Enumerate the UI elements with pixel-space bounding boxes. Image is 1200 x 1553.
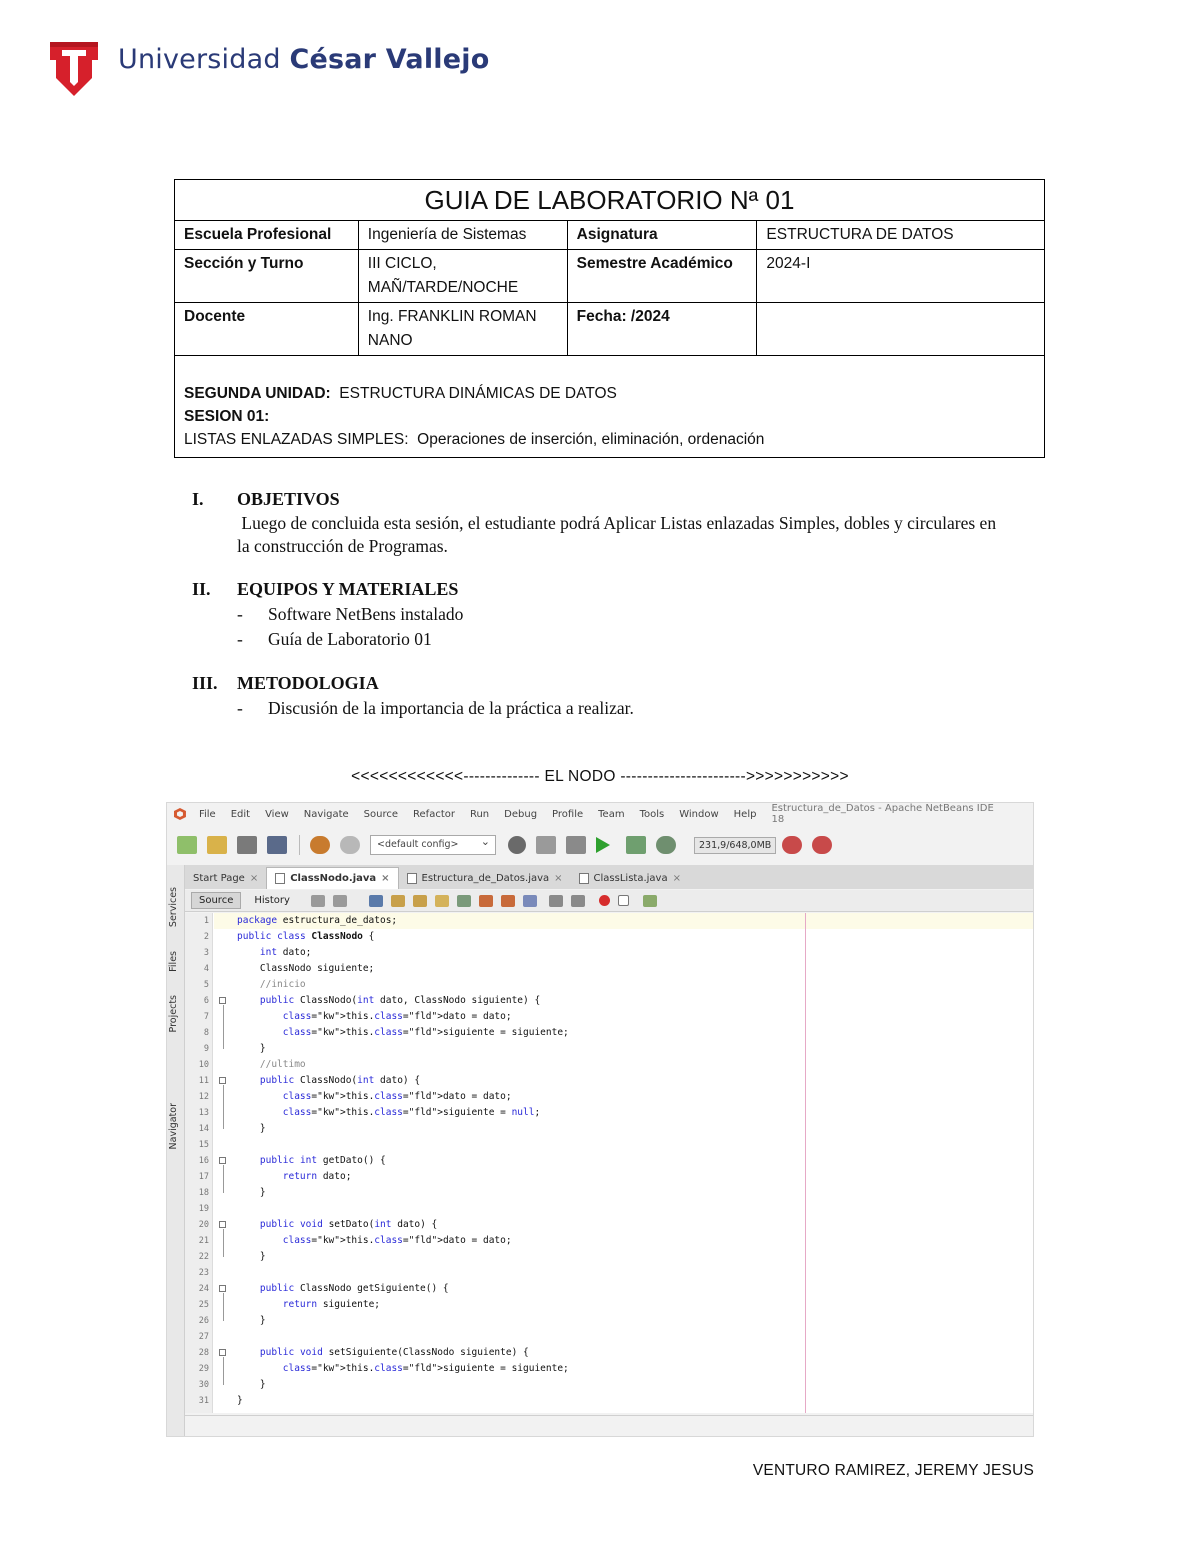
list-item-text: Guía de Laboratorio 01 xyxy=(268,629,432,649)
forward-icon[interactable] xyxy=(333,895,347,907)
university-name-regular: Universidad xyxy=(118,44,290,75)
window-title: Estructura_de_Datos - Apache NetBeans IDE 18 xyxy=(771,803,994,825)
close-icon[interactable]: × xyxy=(249,872,259,884)
line-number: 29 xyxy=(198,1364,209,1374)
ide-menubar xyxy=(167,803,1033,825)
code-line[interactable] xyxy=(185,945,1034,961)
shift-left-icon[interactable] xyxy=(457,895,471,907)
code-text: } xyxy=(237,1251,266,1262)
code-line[interactable] xyxy=(185,1329,1034,1345)
subtab-history[interactable]: History xyxy=(254,895,290,906)
line-number: 28 xyxy=(198,1348,209,1358)
config-combo[interactable]: <default config> ⌄ xyxy=(370,835,496,855)
line-number: 16 xyxy=(198,1156,209,1166)
menu-debug[interactable]: Debug xyxy=(504,808,538,820)
label-seccion: Sección y Turno xyxy=(175,250,359,303)
tab-label: Start Page xyxy=(193,872,245,884)
unit-label: SEGUNDA UNIDAD: xyxy=(184,385,331,402)
student-name: VENTURO RAMIREZ, JEREMY JESUS xyxy=(752,1462,1034,1479)
code-text: public ClassNodo(int dato, ClassNodo siguiente) { xyxy=(259,995,541,1006)
uncomment-icon[interactable] xyxy=(571,895,585,907)
lab-title: GUIA DE LABORATORIO Nª 01 xyxy=(175,180,1045,221)
code-line[interactable] xyxy=(185,1233,1034,1249)
bookmark-next-icon[interactable] xyxy=(501,895,515,907)
line-number: 27 xyxy=(198,1332,209,1342)
code-line[interactable] xyxy=(185,1393,1034,1409)
code-line[interactable] xyxy=(185,1105,1034,1121)
code-text: package estructura_de_datos; xyxy=(237,915,398,926)
editor-tabs xyxy=(185,865,1034,889)
toggle-highlight-icon[interactable] xyxy=(435,895,449,907)
code-line[interactable] xyxy=(185,1313,1034,1329)
section-title: EQUIPOS Y MATERIALES xyxy=(237,578,459,599)
code-text: class="kw">this.class="fld">dato = dato; xyxy=(282,1235,512,1246)
code-editor[interactable] xyxy=(185,913,1034,1413)
code-line[interactable] xyxy=(185,993,1034,1009)
menu-navigate[interactable]: Navigate xyxy=(303,808,349,820)
value-fecha xyxy=(757,303,1045,356)
section-number: I. xyxy=(192,488,204,509)
java-file-icon xyxy=(407,873,417,884)
session-topic: LISTAS ENLAZADAS SIMPLES: Operaciones de inserción, eliminación, ordenación xyxy=(184,431,765,448)
code-text: } xyxy=(237,1123,266,1134)
list-item-text: Software NetBens instalado xyxy=(268,604,464,624)
code-text: public class ClassNodo { xyxy=(237,931,375,942)
toolbar-separator xyxy=(299,835,300,855)
code-line[interactable] xyxy=(185,1185,1034,1201)
label-semestre: Semestre Académico xyxy=(567,250,757,303)
code-line[interactable] xyxy=(185,1025,1034,1041)
tab-classlista[interactable] xyxy=(571,867,689,889)
code-text: class="kw">this.class="fld">siguiente = siguiente; xyxy=(282,1363,569,1374)
ide-side-panel xyxy=(167,865,185,1437)
fold-toggle-icon[interactable] xyxy=(219,1349,226,1356)
menu-window[interactable]: Window xyxy=(679,808,719,820)
menu-edit[interactable]: Edit xyxy=(230,808,251,820)
code-text: int dato; xyxy=(259,947,312,958)
session-label: SESION 01: xyxy=(184,408,270,425)
new-project-icon[interactable] xyxy=(207,836,227,854)
find-prev-icon[interactable] xyxy=(391,895,405,907)
code-line[interactable] xyxy=(185,1361,1034,1377)
code-text: ClassNodo siguiente; xyxy=(237,963,375,974)
code-line[interactable] xyxy=(185,1073,1034,1089)
close-icon[interactable]: × xyxy=(554,872,563,884)
ide-toolbar xyxy=(167,829,1033,861)
code-text: //ultimo xyxy=(237,1059,306,1070)
netbeans-screenshot xyxy=(166,802,1034,1437)
java-file-icon xyxy=(275,873,285,884)
line-number: 20 xyxy=(198,1220,209,1230)
code-text: public void setSiguiente(ClassNodo siguiente) { xyxy=(259,1347,529,1358)
menu-help[interactable]: Help xyxy=(733,808,757,820)
label-asignatura: Asignatura xyxy=(567,221,757,250)
code-line[interactable] xyxy=(185,1041,1034,1057)
line-number: 15 xyxy=(198,1140,209,1150)
menu-run[interactable]: Run xyxy=(469,808,490,820)
university-name-bold: César Vallejo xyxy=(289,44,490,75)
unit-cell xyxy=(175,356,1045,458)
fold-guide xyxy=(223,1293,224,1321)
label-escuela: Escuela Profesional xyxy=(175,221,359,250)
globe-icon[interactable] xyxy=(508,836,526,854)
label-fecha: Fecha: /2024 xyxy=(567,303,757,356)
menu-team[interactable]: Team xyxy=(598,808,625,820)
code-text: class="kw">this.class="fld">siguiente = null; xyxy=(282,1107,541,1118)
run-icon[interactable] xyxy=(596,837,610,853)
record-macro-icon[interactable] xyxy=(599,895,610,906)
code-line[interactable] xyxy=(185,1297,1034,1313)
menu-file[interactable]: File xyxy=(198,808,216,820)
diff-icon[interactable] xyxy=(643,895,657,907)
lab-info-table xyxy=(174,179,1045,458)
line-number: 6 xyxy=(203,996,209,1006)
code-line[interactable] xyxy=(185,977,1034,993)
code-line[interactable] xyxy=(185,1169,1034,1185)
code-line[interactable] xyxy=(185,961,1034,977)
line-number: 14 xyxy=(198,1124,209,1134)
code-text: } xyxy=(237,1043,266,1054)
menu-view[interactable]: View xyxy=(265,808,289,820)
value-docente: Ing. FRANKLIN ROMAN NANO xyxy=(358,303,567,356)
find-next-icon[interactable] xyxy=(413,895,427,907)
line-number: 2 xyxy=(203,932,209,942)
undo-icon[interactable] xyxy=(310,836,330,854)
code-line[interactable] xyxy=(185,1281,1034,1297)
tab-estructura[interactable] xyxy=(399,867,571,889)
list-item-text: Discusión de la importancia de la práctica a realizar. xyxy=(268,698,634,718)
ide-statusbar xyxy=(185,1415,1034,1437)
university-name xyxy=(118,44,489,75)
code-text: public int getDato() { xyxy=(259,1155,386,1166)
fold-guide xyxy=(223,1085,224,1129)
java-file-icon xyxy=(579,873,589,884)
line-number: 17 xyxy=(198,1172,209,1182)
editor-subtoolbar xyxy=(185,890,1034,912)
line-number: 31 xyxy=(198,1396,209,1406)
tab-label: ClassNodo.java xyxy=(290,873,377,884)
code-line[interactable] xyxy=(185,1009,1034,1025)
menu-profile[interactable]: Profile xyxy=(552,808,584,820)
line-number: 13 xyxy=(198,1108,209,1118)
code-line[interactable] xyxy=(185,913,1034,929)
line-number: 7 xyxy=(203,1012,209,1022)
line-number: 9 xyxy=(203,1044,209,1054)
code-line[interactable] xyxy=(185,1377,1034,1393)
find-icon[interactable] xyxy=(369,895,383,907)
fold-toggle-icon[interactable] xyxy=(219,1077,226,1084)
line-number: 30 xyxy=(198,1380,209,1390)
fold-guide xyxy=(223,1357,224,1385)
bookmark-prev-icon[interactable] xyxy=(479,895,493,907)
profile-gc-icon[interactable] xyxy=(812,836,832,854)
code-text: } xyxy=(237,1379,266,1390)
code-text: } xyxy=(237,1395,243,1406)
content-sections xyxy=(192,486,1012,739)
code-text: //inicio xyxy=(237,979,306,990)
tab-label: ClassLista.java xyxy=(593,872,668,884)
code-line[interactable] xyxy=(185,1137,1034,1153)
tab-classnodo[interactable] xyxy=(266,867,398,889)
fold-guide xyxy=(223,1229,224,1257)
code-text: class="kw">this.class="fld">dato = dato; xyxy=(282,1091,512,1102)
menu-refactor[interactable]: Refactor xyxy=(413,808,455,820)
side-tab-projects[interactable]: Projects xyxy=(168,995,179,1033)
code-line[interactable] xyxy=(185,1057,1034,1073)
list-item: - Discusión de la importancia de la práctica a realizar. xyxy=(237,696,1012,721)
code-line[interactable] xyxy=(185,1089,1034,1105)
fold-toggle-icon[interactable] xyxy=(219,1221,226,1228)
save-all-icon[interactable] xyxy=(267,836,287,854)
code-text: public void setDato(int dato) { xyxy=(259,1219,438,1230)
side-tab-services[interactable]: Services xyxy=(168,887,179,928)
side-tab-files[interactable]: Files xyxy=(168,951,179,972)
redo-icon[interactable] xyxy=(340,836,360,854)
line-number: 19 xyxy=(198,1204,209,1214)
line-number: 1 xyxy=(203,916,209,926)
line-number: 8 xyxy=(203,1028,209,1038)
fold-toggle-icon[interactable] xyxy=(219,1157,226,1164)
section-equipos xyxy=(192,576,1012,652)
section-text: Luego de concluida esta sesión, el estudiante podrá Aplicar Listas enlazadas Simples, dobles y circulares en la construcción de Programas. xyxy=(237,513,1001,556)
value-asignatura: ESTRUCTURA DE DATOS xyxy=(757,221,1045,250)
section-title: METODOLOGIA xyxy=(237,672,379,693)
value-seccion: III CICLO, MAÑ/TARDE/NOCHE xyxy=(358,250,567,303)
line-number: 24 xyxy=(198,1284,209,1294)
fold-toggle-icon[interactable] xyxy=(219,997,226,1004)
line-number: 4 xyxy=(203,964,209,974)
clean-build-icon[interactable] xyxy=(566,836,586,854)
memory-indicator[interactable]: 231,9/648,0MB xyxy=(694,837,776,854)
line-number: 5 xyxy=(203,980,209,990)
side-tab-navigator[interactable]: Navigator xyxy=(168,1103,179,1150)
university-shield-logo xyxy=(48,38,100,100)
code-line[interactable] xyxy=(185,1121,1034,1137)
tab-label: Estructura_de_Datos.java xyxy=(421,872,550,884)
line-number: 18 xyxy=(198,1188,209,1198)
list-item: - Guía de Laboratorio 01 xyxy=(237,627,1012,652)
new-file-icon[interactable] xyxy=(177,836,197,854)
profile-icon[interactable] xyxy=(656,836,676,854)
section-objetivos xyxy=(192,486,1012,558)
close-icon[interactable]: × xyxy=(672,872,681,884)
line-number: 3 xyxy=(203,948,209,958)
code-text: } xyxy=(237,1315,266,1326)
code-line[interactable] xyxy=(185,1345,1034,1361)
code-line[interactable] xyxy=(185,929,1034,945)
code-line[interactable] xyxy=(185,1153,1034,1169)
close-icon[interactable]: × xyxy=(381,873,390,884)
fold-guide xyxy=(223,1005,224,1049)
menu-source[interactable]: Source xyxy=(363,808,399,820)
stop-macro-icon[interactable] xyxy=(618,895,629,906)
code-text: return siguiente; xyxy=(282,1299,381,1310)
section-number: II. xyxy=(192,578,211,599)
unit-value: ESTRUCTURA DINÁMICAS DE DATOS xyxy=(330,385,617,402)
line-number: 10 xyxy=(198,1060,209,1070)
line-number: 11 xyxy=(198,1076,209,1086)
debug-icon[interactable] xyxy=(626,836,646,854)
nodo-heading: <<<<<<<<<<<<-------------- EL NODO ----------------------->>>>>>>>>>> xyxy=(351,768,849,785)
line-number: 25 xyxy=(198,1300,209,1310)
code-line[interactable] xyxy=(185,1249,1034,1265)
list-item: - Software NetBens instalado xyxy=(237,602,1012,627)
code-text: class="kw">this.class="fld">dato = dato; xyxy=(282,1011,512,1022)
fold-guide xyxy=(223,1165,224,1193)
tab-start-page[interactable] xyxy=(185,867,266,889)
label-docente: Docente xyxy=(175,303,359,356)
fold-toggle-icon[interactable] xyxy=(219,1285,226,1292)
line-number: 26 xyxy=(198,1316,209,1326)
open-project-icon[interactable] xyxy=(237,836,257,854)
code-text: } xyxy=(237,1187,266,1198)
back-icon[interactable] xyxy=(311,895,325,907)
code-text: public ClassNodo(int dato) { xyxy=(259,1075,421,1086)
netbeans-icon xyxy=(173,807,187,821)
section-number: III. xyxy=(192,672,218,693)
code-line[interactable] xyxy=(185,1265,1034,1281)
comment-icon[interactable] xyxy=(549,895,563,907)
line-number: 22 xyxy=(198,1252,209,1262)
line-number: 12 xyxy=(198,1092,209,1102)
code-line[interactable] xyxy=(185,1201,1034,1217)
line-number: 23 xyxy=(198,1268,209,1278)
value-semestre: 2024-I xyxy=(757,250,1045,303)
hammer-icon[interactable] xyxy=(536,836,556,854)
section-metodologia xyxy=(192,670,1012,721)
line-number: 21 xyxy=(198,1236,209,1246)
gc-icon[interactable] xyxy=(782,836,802,854)
toggle-bookmark-icon[interactable] xyxy=(523,895,537,907)
code-text: public ClassNodo getSiguiente() { xyxy=(259,1283,449,1294)
university-logo xyxy=(48,38,100,100)
menu-tools[interactable]: Tools xyxy=(639,808,665,820)
code-text: return dato; xyxy=(282,1171,352,1182)
section-title: OBJETIVOS xyxy=(237,488,340,509)
value-escuela: Ingeniería de Sistemas xyxy=(358,221,567,250)
code-line[interactable] xyxy=(185,1217,1034,1233)
code-text: class="kw">this.class="fld">siguiente = siguiente; xyxy=(282,1027,569,1038)
subtab-source[interactable]: Source xyxy=(191,892,241,909)
